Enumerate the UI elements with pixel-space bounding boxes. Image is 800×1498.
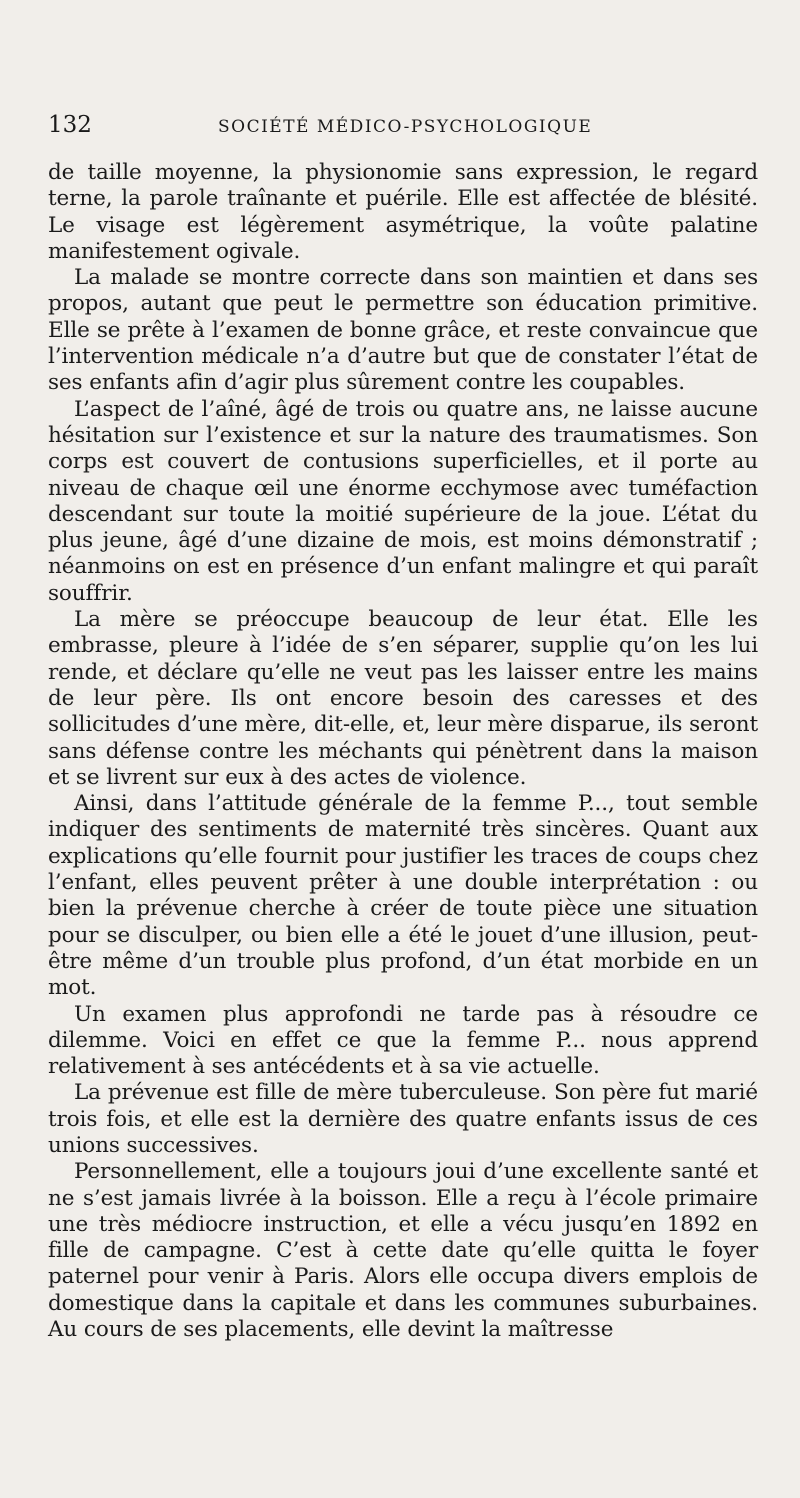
paragraph: Ainsi, dans l’attitude générale de la femme P..., tout semble indiquer des sentiments de maternité très sincères. Quant aux explications qu’elle fournit pour justifier les traces de coups chez l’enfant, elles peuvent prêter à une double interprétation : ou bien la prévenue cherche à créer de toute pièce une situation pour se disculper, ou bien elle a été le jouet d’une illusion, peut-être même d’un trouble plus profond, d’un état morbide en un mot. — [48, 791, 758, 1001]
body-text — [48, 160, 758, 1343]
paragraph: La mère se préoccupe beaucoup de leur état. Elle les embrasse, pleure à l’idée de s’en séparer, supplie qu’on les lui rende, et déclare qu’elle ne veut pas les laisser entre les mains de leur père. Ils ont encore besoin des caresses et des sollicitudes d’une mère, dit-elle, et, leur mère disparue, ils seront sans défense contre les méchants qui pénètrent dans la maison et se livrent sur eux à des actes de violence. — [48, 607, 758, 790]
running-title: SOCIÉTÉ MÉDICO-PSYCHOLOGIQUE — [218, 117, 593, 137]
paragraph: L’aspect de l’aîné, âgé de trois ou quatre ans, ne laisse aucune hésitation sur l’existence et sur la nature des traumatismes. Son corps est couvert de contusions superficielles, et il porte au niveau de chaque œil une énorme ecchymose avec tuméfaction descendant sur toute la moitié supérieure de la joue. L’état du plus jeune, âgé d’une dizaine de mois, est moins démonstratif ; néanmoins on est en présence d’un enfant malingre et qui paraît souffrir. — [48, 396, 758, 606]
paragraph: de taille moyenne, la physionomie sans expression, le regard terne, la parole traînante et puérile. Elle est affectée de blésité. Le visage est légèrement asymétrique, la voûte palatine manifestement ogivale. — [48, 160, 758, 264]
paragraph: La prévenue est fille de mère tuberculeuse. Son père fut marié trois fois, et elle est la dernière des quatre enfants issus de ces unions successives. — [48, 1080, 758, 1158]
paragraph: Personnellement, elle a toujours joui d’une excellente santé et ne s’est jamais livrée à la boisson. Elle a reçu à l’école primaire une très médiocre instruction, et elle a vécu jusqu’en 1892 en fille de campagne. C’est à cette date qu’elle quitta le foyer paternel pour venir à Paris. Alors elle occupa divers emplois de domestique dans la capitale et dans les communes suburbaines. Au cours de ses placements, elle devint la maîtresse — [48, 1159, 758, 1343]
paragraph: Un examen plus approfondi ne tarde pas à résoudre ce dilemme. Voici en effet ce que la femme P... nous apprend relativement à ses antécédents et à sa vie actuelle. — [48, 1001, 758, 1080]
page-header — [48, 112, 758, 146]
page-number: 132 — [48, 112, 92, 138]
paragraph: La malade se montre correcte dans son maintien et dans ses propos, autant que peut le permettre son éducation primitive. Elle se prête à l’examen de bonne grâce, et reste convaincue que l’intervention médicale n’a d’autre but que de constater l’état de ses enfants afin d’agir plus sûrement contre les coupables. — [48, 265, 758, 396]
